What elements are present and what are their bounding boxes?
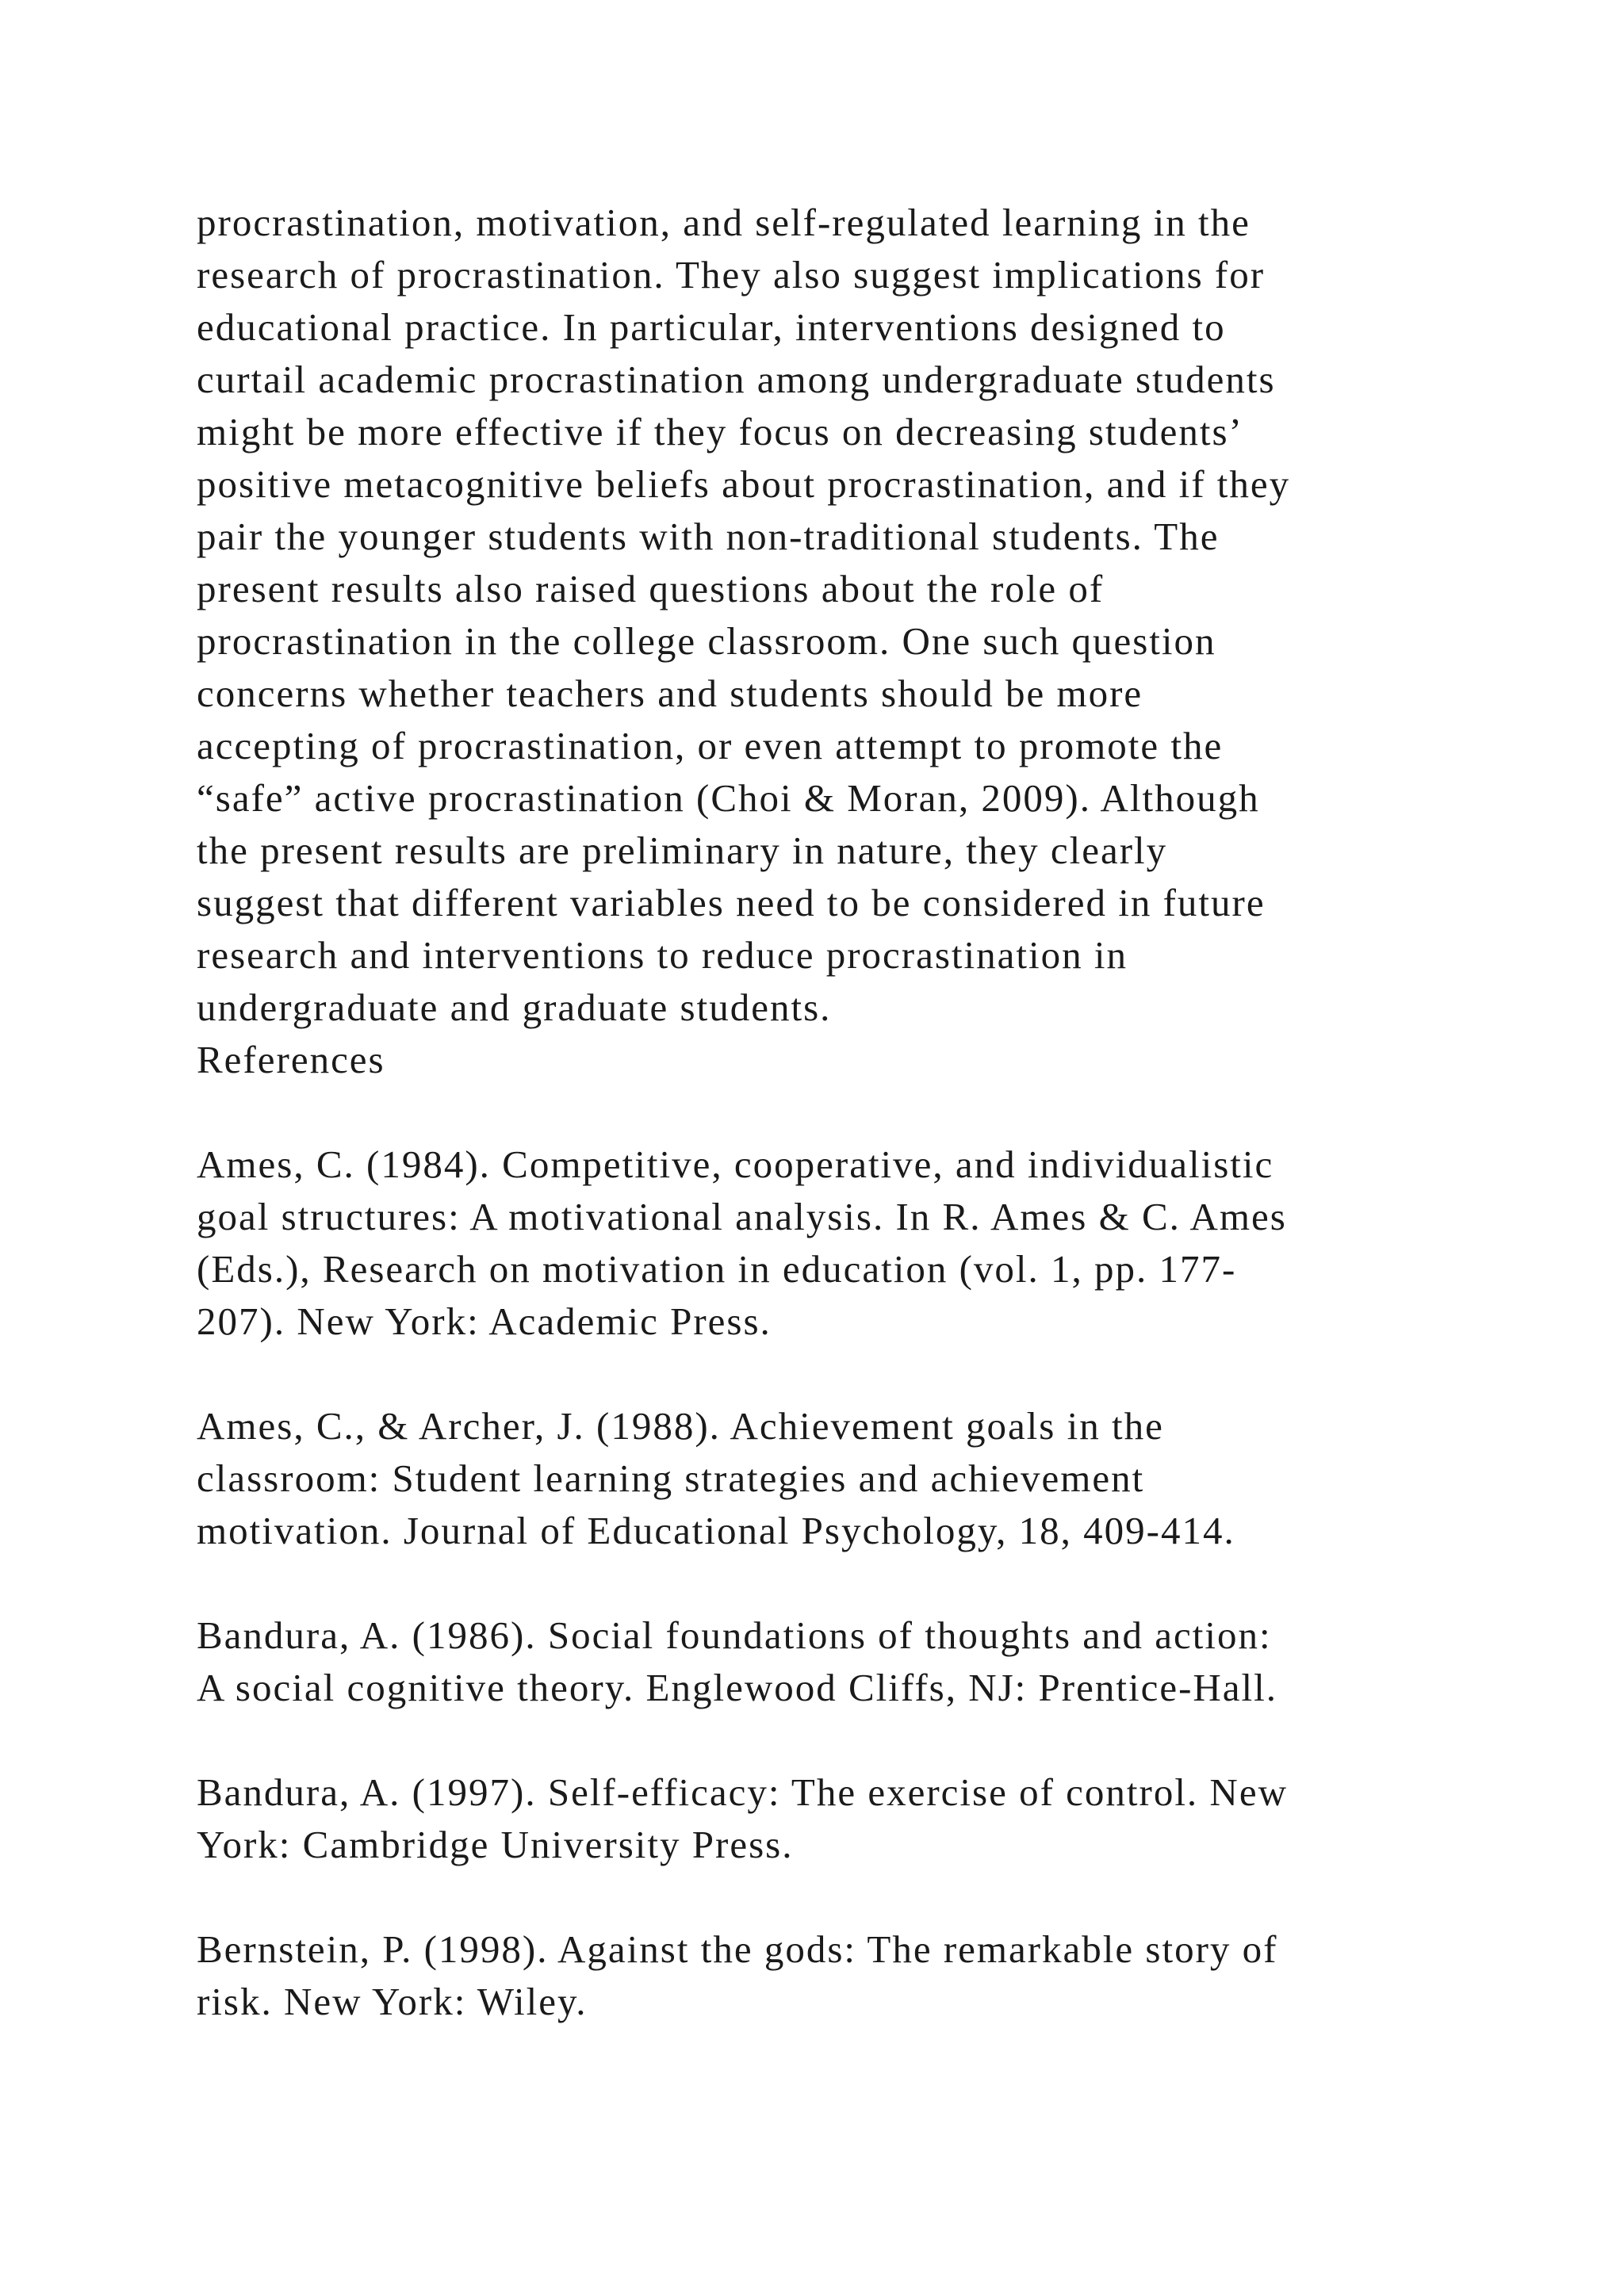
reference-line: risk. New York: Wiley.: [197, 1980, 588, 2023]
reference-line: Bandura, A. (1986). Social foundations of thoughts and action:: [197, 1613, 1272, 1657]
reference-entry: [197, 1609, 1529, 1714]
entry-spacer: [197, 1086, 1529, 1138]
paragraph-line: accepting of procrastination, or even attempt to promote the: [197, 724, 1224, 767]
reference-entry: [197, 1766, 1529, 1871]
paragraph-line: “safe” active procrastination (Choi & Moran, 2009). Although: [197, 776, 1260, 820]
body-paragraph: [197, 197, 1529, 1034]
reference-entry: [197, 1400, 1529, 1557]
paragraph-line: present results also raised questions about the role of: [197, 567, 1105, 610]
entry-spacer: [197, 1871, 1529, 1923]
reference-line: (Eds.), Research on motivation in education (vol. 1, pp. 177-: [197, 1247, 1237, 1291]
document-text: [197, 197, 1529, 2028]
reference-line: Bandura, A. (1997). Self-efficacy: The exercise of control. New: [197, 1770, 1288, 1814]
paragraph-line: positive metacognitive beliefs about procrastination, and if they: [197, 462, 1291, 506]
reference-line: goal structures: A motivational analysis. In R. Ames & C. Ames: [197, 1195, 1287, 1238]
reference-line: 207). New York: Academic Press.: [197, 1299, 772, 1343]
paragraph-line: research of procrastination. They also suggest implications for: [197, 253, 1266, 297]
paragraph-line: educational practice. In particular, interventions designed to: [197, 305, 1226, 349]
reference-line: Bernstein, P. (1998). Against the gods: The remarkable story of: [197, 1927, 1278, 1971]
reference-line: motivation. Journal of Educational Psychology, 18, 409-414.: [197, 1509, 1235, 1552]
reference-line: classroom: Student learning strategies and achievement: [197, 1456, 1145, 1500]
entry-spacer: [197, 1557, 1529, 1609]
paragraph-line: might be more effective if they focus on decreasing students’: [197, 410, 1243, 453]
reference-line: A social cognitive theory. Englewood Cliffs, NJ: Prentice-Hall.: [197, 1666, 1278, 1709]
entry-spacer: [197, 1714, 1529, 1766]
paragraph-line: curtail academic procrastination among undergraduate students: [197, 358, 1276, 401]
reference-line: Ames, C. (1984). Competitive, cooperative, and individualistic: [197, 1142, 1274, 1186]
references-heading: References: [197, 1038, 385, 1081]
reference-line: York: Cambridge University Press.: [197, 1823, 794, 1866]
paragraph-line: undergraduate and graduate students.: [197, 985, 832, 1029]
paragraph-line: procrastination in the college classroom. One such question: [197, 619, 1216, 663]
paragraph-line: procrastination, motivation, and self-regulated learning in the: [197, 201, 1251, 244]
reference-line: Ames, C., & Archer, J. (1988). Achievement goals in the: [197, 1404, 1164, 1448]
paragraph-line: the present results are preliminary in nature, they clearly: [197, 828, 1168, 872]
paragraph-line: concerns whether teachers and students should be more: [197, 672, 1143, 715]
references-list: [197, 1086, 1529, 2028]
paragraph-line: suggest that different variables need to be considered in future: [197, 881, 1266, 924]
paragraph-line: research and interventions to reduce procrastination in: [197, 933, 1128, 977]
reference-entry: [197, 1138, 1529, 1348]
entry-spacer: [197, 1348, 1529, 1400]
paragraph-line: pair the younger students with non-traditional students. The: [197, 515, 1220, 558]
reference-entry: [197, 1923, 1529, 2028]
